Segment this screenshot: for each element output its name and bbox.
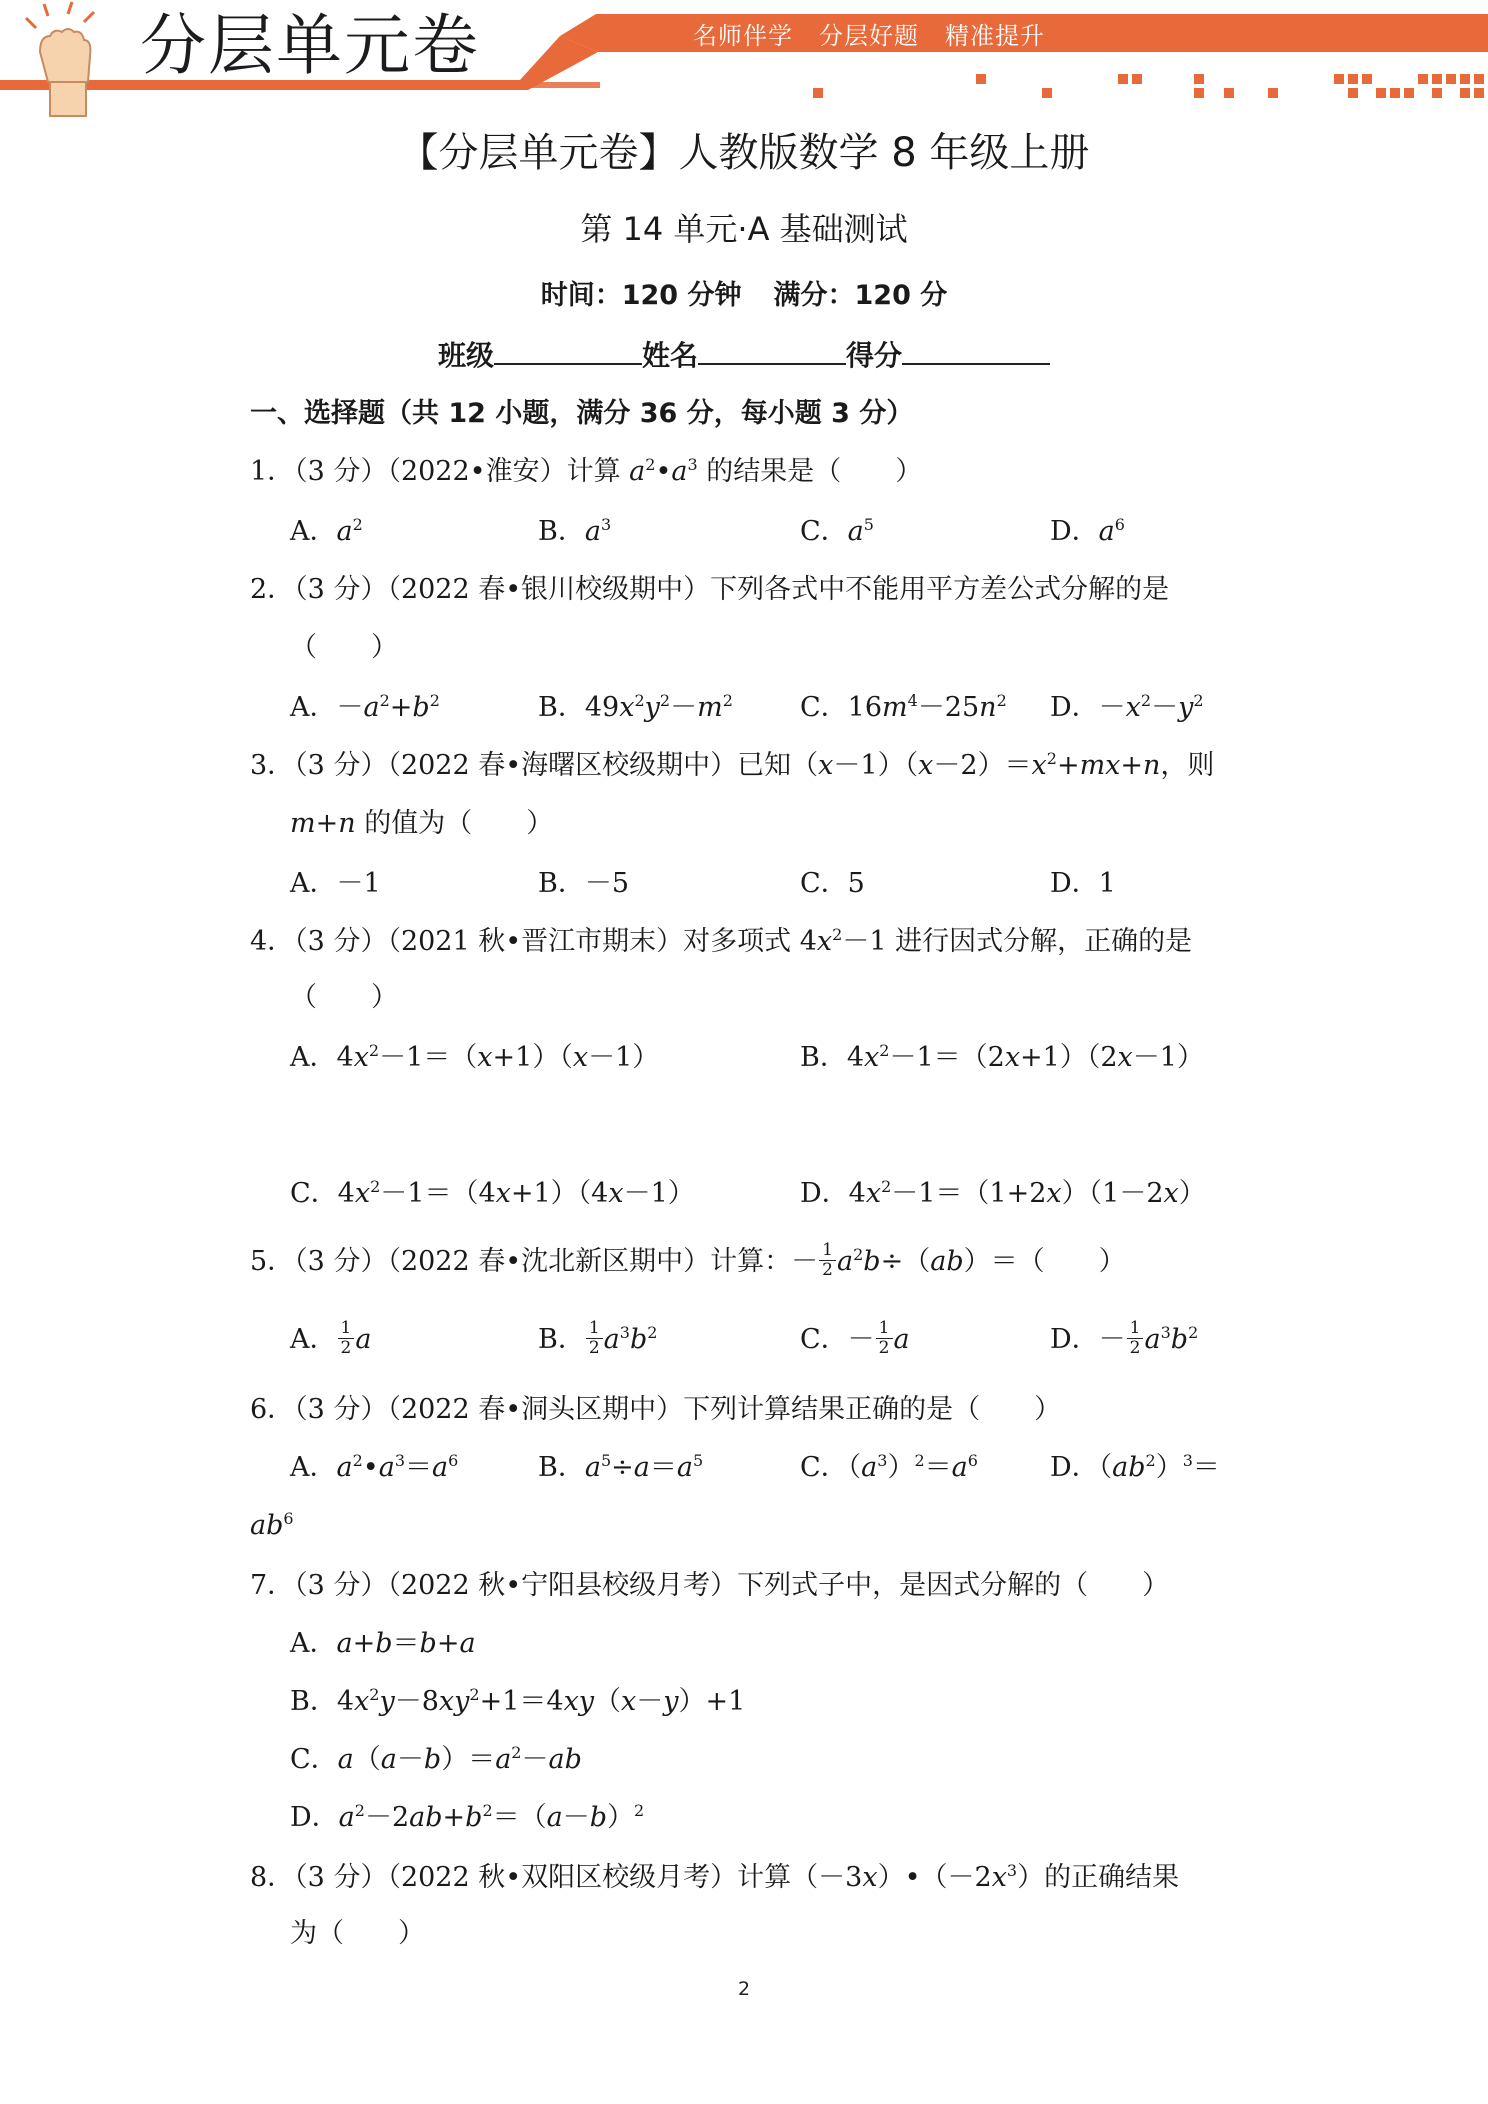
document-title: 【分层单元卷】人教版数学 8 年级上册 [398, 130, 1090, 176]
exam-meta [0, 276, 1488, 316]
unit-title: 第 14 单元·A 基础测试 [580, 210, 908, 248]
question-2-paren: （ ） [290, 632, 398, 663]
option[interactable]: A．$4x^2-1=(x+1)(x-1)$ [290, 1041, 660, 1073]
header-slogans [693, 20, 1071, 52]
question-8: 8．（3 分）（2022 秋•双阳区校级月考）计算$(-3x)•(-2x^3)$的正确结果 [250, 1861, 1180, 1893]
section-title: 一、选择题（共 12 小题，满分 36 分，每小题 3 分） [250, 398, 914, 429]
brand-title: 分层单元卷 [140, 7, 480, 84]
question-3-cont: m+n 的值为（ ） [290, 808, 554, 839]
option[interactable]: C．$a(a-b)=a^2-ab$ [290, 1743, 582, 1775]
page-number: 2 [737, 1978, 751, 2000]
time-label: 时间：120 分钟 [540, 280, 742, 311]
name-label: 姓名 [641, 339, 698, 372]
question-2: 2．（3 分）（2022 春•银川校级期中）下列各式中不能用平方差公式分解的是 [250, 574, 1170, 605]
slogan-item: 分层好题 [819, 22, 919, 50]
option[interactable]: D．$-x^2-y^2$ [1050, 691, 1204, 723]
option[interactable]: B．$49x^2y^2-m^2$ [538, 691, 733, 723]
option[interactable]: B．－5 [538, 868, 630, 899]
option-continuation: $ab^6$ [250, 1509, 294, 1541]
question-8-cont: 为（ ） [290, 1918, 425, 1949]
option[interactable]: D．$a^6$ [1050, 515, 1125, 547]
slogan-item: 精准提升 [945, 22, 1045, 50]
question-7: 7．（3 分）（2022 秋•宁阳县校级月考）下列式子中，是因式分解的（ ） [250, 1570, 1170, 1601]
slogan-item: 名师伴学 [693, 22, 793, 50]
grade-label: 得分 [846, 339, 903, 372]
question-1: 1．（3 分）（2022•淮安）计算 $a^2•a^3$ 的结果是（ ） [250, 455, 923, 487]
option[interactable]: C．$(a^3)^2=a^6$ [800, 1451, 978, 1483]
hand-fist-icon [18, 0, 118, 118]
question-5: 5．（3 分）（2022 春•沈北新区期中）计算：－ $\frac{1}{2}$ $a^2b\div(ab)=$（ ） [250, 1240, 1126, 1280]
option[interactable]: D．$a^2-2ab+b^2=(a-b)^2$ [290, 1801, 645, 1833]
option[interactable]: A．－1 [290, 868, 381, 899]
option[interactable]: C．5 [800, 868, 865, 899]
option[interactable]: B．$a^5\div a=a^5$ [538, 1451, 704, 1483]
option[interactable]: D．1 [1050, 868, 1116, 899]
option[interactable]: D．$4x^2-1=(1+2x)(1-2x)$ [800, 1177, 1206, 1209]
score-label: 满分：120 分 [773, 280, 948, 311]
option[interactable]: A． $\frac{1}{2}$ a [290, 1318, 372, 1358]
option[interactable]: B．$a^3$ [538, 515, 612, 547]
question-4: 4．（3 分）（2021 秋•晋江市期末）对多项式 $4x^2-1$ 进行因式分解，正确的是 [250, 925, 1193, 957]
class-label: 班级 [437, 339, 494, 372]
question-6: 6．（3 分）（2022 春•洞头区期中）下列计算结果正确的是（ ） [250, 1394, 1062, 1425]
student-info [0, 335, 1488, 376]
option[interactable]: C．$4x^2-1=(4x+1)(4x-1)$ [290, 1177, 695, 1209]
class-blank[interactable] [494, 335, 642, 365]
option[interactable]: B． $\frac{1}{2}$ $a^3b^2$ [538, 1318, 658, 1358]
option[interactable]: A．$a^2$ [290, 515, 363, 547]
question-4-paren: （ ） [290, 982, 398, 1013]
option[interactable]: A．$a^2•a^3=a^6$ [290, 1451, 459, 1483]
question-3: 3．（3 分）（2022 春•海曙区校级期中）已知$(x-1)(x-2)=x^2+mx+n$，则 [250, 749, 1215, 781]
option[interactable]: D．$(ab^2)^3=$ [1050, 1451, 1220, 1483]
option[interactable]: A．$-a^2+b^2$ [290, 691, 440, 723]
option[interactable]: C．－ $\frac{1}{2}$ a [800, 1318, 910, 1358]
name-blank[interactable] [698, 335, 846, 365]
grade-blank[interactable] [902, 335, 1050, 365]
header-banner [0, 0, 1488, 120]
option[interactable]: B．$4x^2y-8xy^2+1=4xy(x-y)+1$ [290, 1685, 746, 1717]
option[interactable]: B．$4x^2-1=(2x+1)(2x-1)$ [800, 1041, 1204, 1073]
option[interactable]: D．－ $\frac{1}{2}$ $a^3b^2$ [1050, 1318, 1199, 1358]
option[interactable]: A．a+b＝b+a [290, 1628, 476, 1659]
option[interactable]: C．$16m^4-25n^2$ [800, 691, 1007, 723]
option[interactable]: C．$a^5$ [800, 515, 874, 547]
